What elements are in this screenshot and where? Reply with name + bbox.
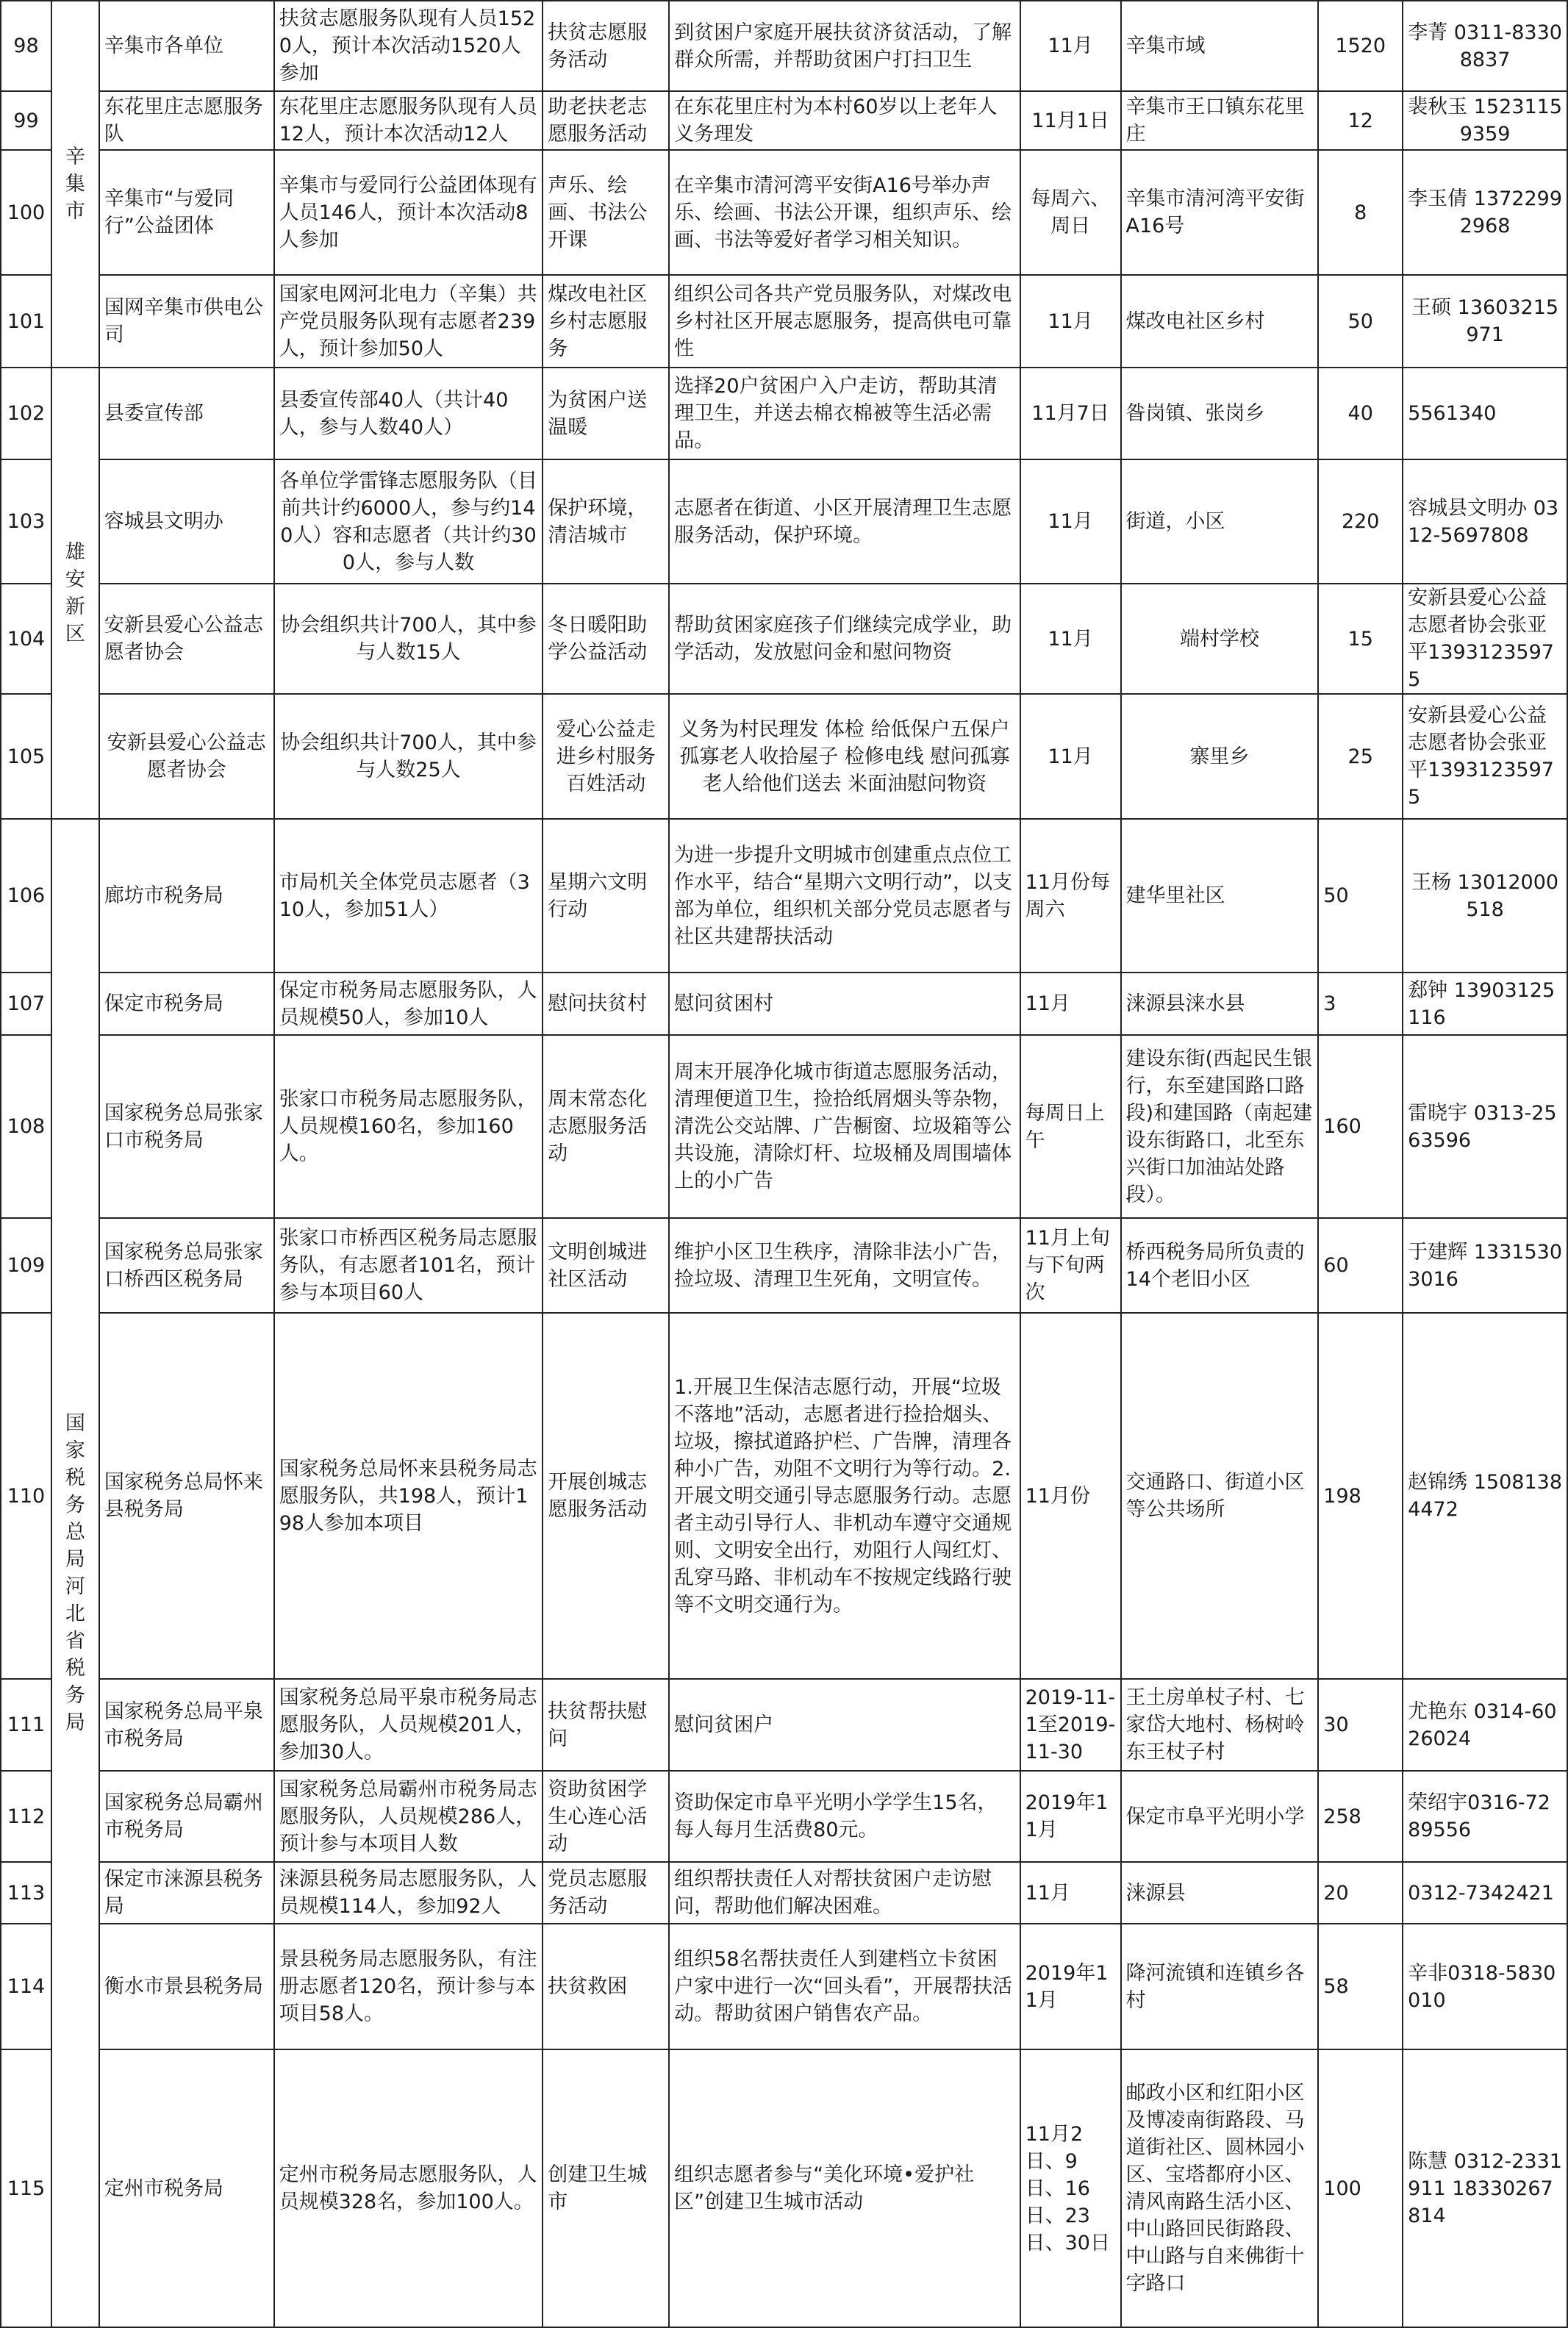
place-cell: 王土房单杖子村、七家岱大地村、杨树岭东王杖子村: [1121, 1679, 1319, 1771]
contact-cell: 赵锦绣 15081384472: [1403, 1313, 1567, 1679]
content-cell: 慰问贫困户: [669, 1679, 1020, 1771]
place-cell: 桥西税务局所负责的14个老旧小区: [1121, 1218, 1319, 1313]
unit-cell: 保定市税务局: [99, 973, 274, 1035]
place-cell: 辛集市王口镇东花里庄: [1121, 91, 1319, 150]
contact-cell: 李菁 0311-83308837: [1403, 1, 1567, 91]
unit-cell: 国家税务总局霸州市税务局: [99, 1771, 274, 1862]
row-number: 104: [1, 584, 51, 694]
content-cell: 1.开展卫生保洁志愿行动，开展“垃圾不落地”活动，志愿者进行捡拾烟头、垃圾，擦拭道路护栏、广告牌，清理各种小广告，劝阻不文明行为等行动。2.开展文明交通引导志愿服务行动。志愿者主动引导行人、非机动车遵守交通规则、文明安全出行，劝阻行人闯红灯、乱穿马路、非机动车不按规定线路行驶等不文明交通行为。: [669, 1313, 1020, 1679]
unit-cell: 衡水市景县税务局: [99, 1924, 274, 2049]
content-cell: 志愿者在街道、小区开展清理卫生志愿服务活动，保护环境。: [669, 459, 1020, 584]
contact-cell: 安新县爱心公益志愿者协会张亚平13931235975: [1403, 694, 1567, 819]
time-cell: 11月份: [1020, 1313, 1121, 1679]
project-cell: 慰问扶贫村: [543, 973, 669, 1035]
place-cell: 交通路口、街道小区等公共场所: [1121, 1313, 1319, 1679]
time-cell: 11月份每周六: [1020, 819, 1121, 973]
team-cell: 保定市税务局志愿服务队，人员规模50人，参加10人: [274, 973, 543, 1035]
unit-cell: 国家税务总局张家口桥西区税务局: [99, 1218, 274, 1313]
table-row: [1, 1035, 1567, 1218]
place-cell: 建华里社区: [1121, 819, 1319, 973]
table-row: [1, 819, 1567, 973]
content-cell: 在辛集市清河湾平安街A16号举办声乐、绘画、书法公开课，组织声乐、绘画、书法等爱好者学习相关知识。: [669, 150, 1020, 275]
team-cell: 定州市税务局志愿服务队，人员规模328名，参加100人。: [274, 2049, 543, 2327]
contact-cell: 5561340: [1403, 368, 1567, 459]
table-row: [1, 1, 1567, 91]
time-cell: 11月: [1020, 584, 1121, 694]
table-row: [1, 275, 1567, 368]
contact-cell: 尤艳东 0314-6026024: [1403, 1679, 1567, 1771]
place-cell: 保定市阜平光明小学: [1121, 1771, 1319, 1862]
team-cell: 东花里庄志愿服务队现有人员12人，预计本次活动12人: [274, 91, 543, 150]
row-number: 107: [1, 973, 51, 1035]
content-cell: 组织帮扶责任人对帮扶贫困户走访慰问，帮助他们解决困难。: [669, 1862, 1020, 1924]
team-cell: 国家税务总局霸州市税务局志愿服务队，人员规模286人，预计参与本项目人数: [274, 1771, 543, 1862]
time-cell: 2019年11月: [1020, 1771, 1121, 1862]
content-cell: 组织58名帮扶责任人到建档立卡贫困户家中进行一次“回头看”，开展帮扶活动。帮助贫困户销售农产品。: [669, 1924, 1020, 2049]
time-cell: 11月: [1020, 694, 1121, 819]
row-number: 112: [1, 1771, 51, 1862]
time-cell: 11月: [1020, 973, 1121, 1035]
unit-cell: 辛集市“与爱同行”公益团体: [99, 150, 274, 275]
content-cell: 慰问贫困村: [669, 973, 1020, 1035]
unit-cell: 东花里庄志愿服务队: [99, 91, 274, 150]
team-cell: 国家税务总局平泉市税务局志愿服务队，人员规模201人，参加30人。: [274, 1679, 543, 1771]
region-label: 辛集市: [65, 146, 85, 223]
team-cell: 涞源县税务局志愿服务队，人员规模114人，参加92人: [274, 1862, 543, 1924]
row-number: 111: [1, 1679, 51, 1771]
team-cell: 国家税务总局怀来县税务局志愿服务队，共198人，预计198人参加本项目: [274, 1313, 543, 1679]
row-number: 114: [1, 1924, 51, 2049]
place-cell: 街道，小区: [1121, 459, 1319, 584]
table-row: [1, 91, 1567, 150]
time-cell: 11月上旬与下旬两次: [1020, 1218, 1121, 1313]
project-cell: 声乐、绘画、书法公开课: [543, 150, 669, 275]
contact-cell: 容城县文明办 0312-5697808: [1403, 459, 1567, 584]
row-number: 110: [1, 1313, 51, 1679]
place-cell: 降河流镇和连镇乡各村: [1121, 1924, 1319, 2049]
project-cell: 扶贫救困: [543, 1924, 669, 2049]
team-cell: 协会组织共计700人，其中参与人数25人: [274, 694, 543, 819]
count-cell: 30: [1318, 1679, 1403, 1771]
place-cell: 昝岗镇、张岗乡: [1121, 368, 1319, 459]
unit-cell: 安新县爱心公益志愿者协会: [99, 584, 274, 694]
count-cell: 258: [1318, 1771, 1403, 1862]
place-cell: 涞源县涞水县: [1121, 973, 1319, 1035]
project-cell: 文明创城进社区活动: [543, 1218, 669, 1313]
project-cell: 扶贫志愿服务活动: [543, 1, 669, 91]
count-cell: 60: [1318, 1218, 1403, 1313]
team-cell: 协会组织共计700人，其中参与人数15人: [274, 584, 543, 694]
project-cell: 爱心公益走进乡村服务百姓活动: [543, 694, 669, 819]
team-cell: 辛集市与爱同行公益团体现有人员146人，预计本次活动8人参加: [274, 150, 543, 275]
content-cell: 选择20户贫困户入户走访，帮助其清理卫生，并送去棉衣棉被等生活必需品。: [669, 368, 1020, 459]
table-row: [1, 973, 1567, 1035]
unit-cell: 廊坊市税务局: [99, 819, 274, 973]
content-cell: 组织公司各共产党员服务队，对煤改电乡村社区开展志愿服务，提高供电可靠性: [669, 275, 1020, 368]
unit-cell: 容城县文明办: [99, 459, 274, 584]
count-cell: 3: [1318, 973, 1403, 1035]
count-cell: 8: [1318, 150, 1403, 275]
time-cell: 11月: [1020, 1862, 1121, 1924]
content-cell: 资助保定市阜平光明小学学生15名，每人每月生活费80元。: [669, 1771, 1020, 1862]
place-cell: 寨里乡: [1121, 694, 1319, 819]
count-cell: 12: [1318, 91, 1403, 150]
content-cell: 组织志愿者参与“美化环境•爱护社区”创建卫生城市活动: [669, 2049, 1020, 2327]
project-cell: 煤改电社区乡村志愿服务: [543, 275, 669, 368]
unit-cell: 国网辛集市供电公司: [99, 275, 274, 368]
table-row: [1, 1313, 1567, 1679]
count-cell: 50: [1318, 819, 1403, 973]
content-cell: 帮助贫困家庭孩子们继续完成学业，助学活动，发放慰问金和慰问物资: [669, 584, 1020, 694]
project-cell: 助老扶老志愿服务活动: [543, 91, 669, 150]
content-cell: 在东花里庄村为本村60岁以上老年人义务理发: [669, 91, 1020, 150]
contact-cell: 李玉倩 13722992968: [1403, 150, 1567, 275]
row-number: 99: [1, 91, 51, 150]
contact-cell: 0312-7342421: [1403, 1862, 1567, 1924]
row-number: 109: [1, 1218, 51, 1313]
row-number: 101: [1, 275, 51, 368]
row-number: 98: [1, 1, 51, 91]
place-cell: 涞源县: [1121, 1862, 1319, 1924]
count-cell: 15: [1318, 584, 1403, 694]
place-cell: 建设东街(西起民生银行，东至建国路口路段)和建国路（南起建设东街路口，北至东兴街口加油站处路段）。: [1121, 1035, 1319, 1218]
unit-cell: 国家税务总局怀来县税务局: [99, 1313, 274, 1679]
place-cell: 辛集市域: [1121, 1, 1319, 91]
count-cell: 198: [1318, 1313, 1403, 1679]
table-row: [1, 1218, 1567, 1313]
region-label: 国家税务总局河北省税务局: [65, 1412, 85, 1734]
row-number: 103: [1, 459, 51, 584]
content-cell: 为进一步提升文明城市创建重点点位工作水平，结合“星期六文明行动”，以支部为单位，组织机关部分党员志愿者与社区共建帮扶活动: [669, 819, 1020, 973]
count-cell: 50: [1318, 275, 1403, 368]
project-cell: 创建卫生城市: [543, 2049, 669, 2327]
team-cell: 扶贫志愿服务队现有人员1520人，预计本次活动1520人参加: [274, 1, 543, 91]
row-number: 108: [1, 1035, 51, 1218]
project-cell: 周末常态化志愿服务活动: [543, 1035, 669, 1218]
table-row: [1, 368, 1567, 459]
contact-cell: 荣绍宇0316-7289556: [1403, 1771, 1567, 1862]
team-cell: 张家口市桥西区税务局志愿服务队，有志愿者101名，预计参与本项目60人: [274, 1218, 543, 1313]
project-cell: 保护环境，清洁城市: [543, 459, 669, 584]
count-cell: 20: [1318, 1862, 1403, 1924]
unit-cell: 国家税务总局张家口市税务局: [99, 1035, 274, 1218]
time-cell: 2019-11-1至2019-11-30: [1020, 1679, 1121, 1771]
contact-cell: 于建辉 13315303016: [1403, 1218, 1567, 1313]
team-cell: 张家口市税务局志愿服务队，人员规模160名，参加160人。: [274, 1035, 543, 1218]
count-cell: 160: [1318, 1035, 1403, 1218]
project-cell: 扶贫帮扶慰问: [543, 1679, 669, 1771]
unit-cell: 保定市涞源县税务局: [99, 1862, 274, 1924]
table-row: [1, 584, 1567, 694]
unit-cell: 县委宣传部: [99, 368, 274, 459]
team-cell: 市局机关全体党员志愿者（310人，参加51人）: [274, 819, 543, 973]
time-cell: 11月: [1020, 275, 1121, 368]
place-cell: 端村学校: [1121, 584, 1319, 694]
time-cell: 11月: [1020, 1, 1121, 91]
contact-cell: 裴秋玉 15231159359: [1403, 91, 1567, 150]
row-number: 100: [1, 150, 51, 275]
place-cell: 辛集市清河湾平安街A16号: [1121, 150, 1319, 275]
count-cell: 1520: [1318, 1, 1403, 91]
count-cell: 220: [1318, 459, 1403, 584]
unit-cell: 安新县爱心公益志愿者协会: [99, 694, 274, 819]
content-cell: 到贫困户家庭开展扶贫济贫活动，了解群众所需，并帮助贫困户打扫卫生: [669, 1, 1020, 91]
contact-cell: 辛非0318-5830010: [1403, 1924, 1567, 2049]
count-cell: 25: [1318, 694, 1403, 819]
table-row: [1, 694, 1567, 819]
unit-cell: 辛集市各单位: [99, 1, 274, 91]
contact-cell: 雷晓宇 0313-2563596: [1403, 1035, 1567, 1218]
project-cell: 冬日暖阳助学公益活动: [543, 584, 669, 694]
table-row: [1, 1679, 1567, 1771]
contact-cell: 陈慧 0312-2331911 18330267814: [1403, 2049, 1567, 2327]
row-number: 113: [1, 1862, 51, 1924]
team-cell: 国家电网河北电力（辛集）共产党员服务队现有志愿者239人，预计参加50人: [274, 275, 543, 368]
time-cell: 11月2日、9日、16日、23日、30日: [1020, 2049, 1121, 2327]
count-cell: 100: [1318, 2049, 1403, 2327]
team-cell: 景县税务局志愿服务队，有注册志愿者120名，预计参与本项目58人。: [274, 1924, 543, 2049]
time-cell: 11月1日: [1020, 91, 1121, 150]
contact-cell: 王硕 13603215971: [1403, 275, 1567, 368]
place-cell: 煤改电社区乡村: [1121, 275, 1319, 368]
project-cell: 为贫困户送温暖: [543, 368, 669, 459]
count-cell: 40: [1318, 368, 1403, 459]
region-label: 雄安新区: [65, 541, 85, 645]
time-cell: 每周日上午: [1020, 1035, 1121, 1218]
team-cell: 县委宣传部40人（共计40人，参与人数40人）: [274, 368, 543, 459]
place-cell: 邮政小区和红阳小区及博凌南街路段、马道街社区、圆林园小区、宝塔都府小区、清风南路生活小区、中山路回民街路段、中山路与自来佛街十字路口: [1121, 2049, 1319, 2327]
project-cell: 开展创城志愿服务活动: [543, 1313, 669, 1679]
row-number: 105: [1, 694, 51, 819]
region-cell: [51, 1, 99, 368]
table-row: [1, 2049, 1567, 2327]
team-cell: 各单位学雷锋志愿服务队（目前共计约6000人，参与约140人）容和志愿者（共计约300人，参与人数: [274, 459, 543, 584]
time-cell: 2019年11月: [1020, 1924, 1121, 2049]
content-cell: 义务为村民理发 体检 给低保户五保户孤寡老人收拾屋子 检修电线 慰问孤寡老人给他们送去 米面油慰问物资: [669, 694, 1020, 819]
table-row: [1, 1862, 1567, 1924]
content-cell: 维护小区卫生秩序，清除非法小广告，捡垃圾、清理卫生死角，文明宣传。: [669, 1218, 1020, 1313]
region-cell: [51, 819, 99, 2327]
region-cell: [51, 368, 99, 819]
time-cell: 11月: [1020, 459, 1121, 584]
table-row: [1, 459, 1567, 584]
content-cell: 周末开展净化城市街道志愿服务活动，清理便道卫生，捡拾纸屑烟头等杂物，清洗公交站牌、广告橱窗、垃圾箱等公共设施，清除灯杆、垃圾桶及周围墙体上的小广告: [669, 1035, 1020, 1218]
project-cell: 党员志愿服务活动: [543, 1862, 669, 1924]
row-number: 106: [1, 819, 51, 973]
contact-cell: 安新县爱心公益志愿者协会张亚平13931235975: [1403, 584, 1567, 694]
contact-cell: 郄钟 13903125116: [1403, 973, 1567, 1035]
project-cell: 资助贫困学生心连心活动: [543, 1771, 669, 1862]
table-row: [1, 1771, 1567, 1862]
time-cell: 每周六、周日: [1020, 150, 1121, 275]
count-cell: 58: [1318, 1924, 1403, 2049]
row-number: 115: [1, 2049, 51, 2327]
table-row: [1, 150, 1567, 275]
unit-cell: 定州市税务局: [99, 2049, 274, 2327]
project-cell: 星期六文明行动: [543, 819, 669, 973]
unit-cell: 国家税务总局平泉市税务局: [99, 1679, 274, 1771]
row-number: 102: [1, 368, 51, 459]
time-cell: 11月7日: [1020, 368, 1121, 459]
table-row: [1, 1924, 1567, 2049]
contact-cell: 王杨 13012000518: [1403, 819, 1567, 973]
